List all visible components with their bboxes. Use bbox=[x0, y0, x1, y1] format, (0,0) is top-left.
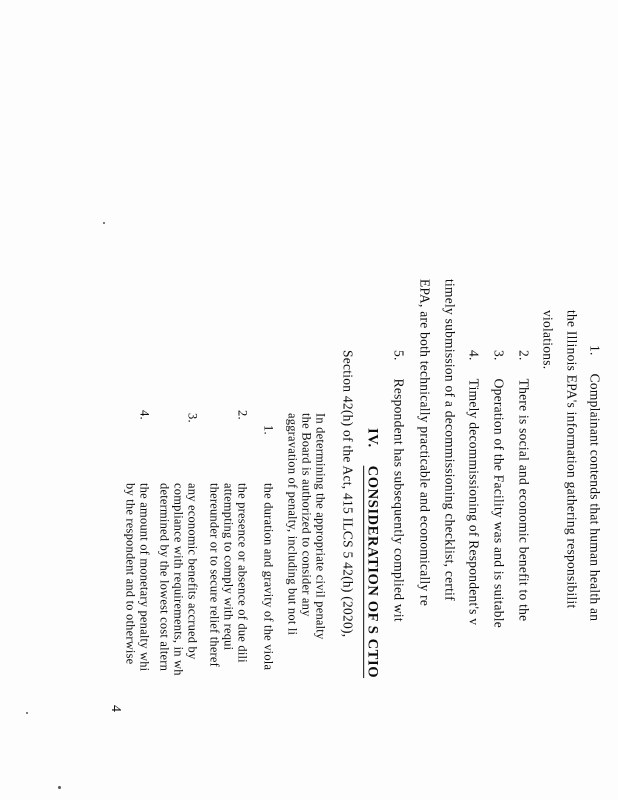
factor-1-line-1: the duration and gravity of the viola bbox=[261, 483, 276, 671]
factor-2-marker: 2. bbox=[235, 410, 250, 420]
paragraph-2-marker: 2. bbox=[516, 350, 532, 361]
paragraph-4-marker: 4. bbox=[466, 350, 482, 361]
factor-3-line-1: any economic benefits accrued by bbox=[185, 483, 200, 660]
scan-speck bbox=[58, 786, 61, 789]
factor-3-line-3: determined by the lowest cost altern bbox=[157, 483, 172, 672]
paragraph-1-line-3: violations. bbox=[540, 310, 556, 370]
paragraph-1-line-2: the Illinois EPA's information gathering responsibilit bbox=[564, 310, 580, 609]
paragraph-3-marker: 3. bbox=[491, 350, 507, 361]
paragraph-5 bbox=[392, 350, 406, 622]
paragraph-2 bbox=[517, 350, 531, 621]
scan-speck bbox=[26, 712, 28, 714]
paragraph-3-text: Operation of the Facility was and is suitable bbox=[491, 378, 507, 628]
section-heading bbox=[365, 428, 380, 678]
paragraph-5-marker: 5. bbox=[391, 350, 407, 361]
factor-2-line-1: the presence or absence of due dili bbox=[235, 483, 250, 663]
factor-3-line-2: compliance with requirements, in wh bbox=[171, 483, 186, 676]
paragraph-4-text: Timely decommissioning of Respondent's v bbox=[466, 378, 482, 626]
quote-line-3: aggravation of penalty, including but not li bbox=[285, 413, 300, 636]
paragraph-4-line-2: timely submission of a decommissioning checklist, certif bbox=[442, 279, 458, 601]
paragraph-4-line-1 bbox=[467, 350, 481, 625]
paragraph-5-text: Respondent has subsequently complied wit bbox=[391, 378, 407, 622]
factor-4-line-1: the amount of monetary penalty whi bbox=[137, 483, 152, 672]
factor-4-marker: 4. bbox=[137, 410, 152, 420]
quote-line-2: the Board is authorized to consider any bbox=[299, 413, 314, 617]
scan-speck bbox=[103, 222, 105, 224]
section-intro: Section 42(h) of the Act, 415 ILCS 5 42(h) (2020), bbox=[340, 350, 356, 638]
paragraph-4-line-3: EPA, are both technically practicable and economically re bbox=[417, 279, 433, 607]
factor-2-line-3: thereunder or to secure relief theref bbox=[207, 483, 222, 668]
factor-4-line-2: by the respondent and to otherwise bbox=[123, 483, 138, 665]
paragraph-1-text: Complainant contends that human health an bbox=[587, 373, 603, 622]
paragraph-2-text: There is social and economic benefit to the bbox=[516, 378, 532, 622]
paragraph-1-line-1 bbox=[588, 345, 602, 621]
quote-line-1: In determining the appropriate civil penalty bbox=[313, 413, 328, 640]
section-title: CONSIDERATION OF S CTIO bbox=[364, 465, 381, 679]
factor-1-marker: 1. bbox=[261, 425, 276, 435]
section-numeral: IV. bbox=[364, 428, 381, 448]
factor-3-marker: 3. bbox=[185, 413, 200, 423]
paragraph-1-marker: 1. bbox=[587, 345, 603, 356]
paragraph-3 bbox=[492, 350, 506, 628]
factor-2-line-2: attempting to comply with requi bbox=[221, 483, 236, 651]
page-number: 4 bbox=[108, 705, 123, 712]
